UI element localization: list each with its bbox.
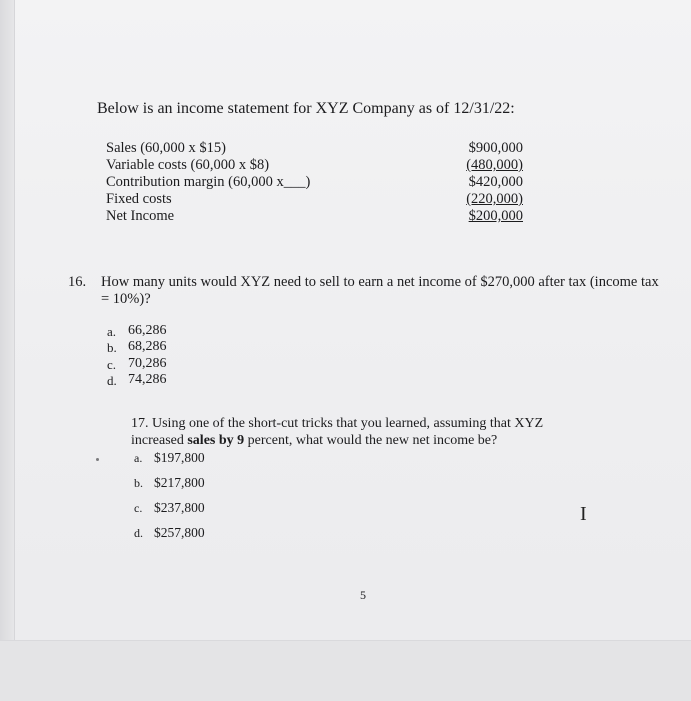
question-17-prefix: 17. Using one of the short-cut tricks that you learned, assuming that XYZ increased [131,416,544,448]
q16-option-a-letter: a. [107,324,117,339]
statement-amount-variable-costs: (480,000) [466,157,523,173]
q17-option-a-letter: a. [134,451,143,465]
q16-option-b-letter: b. [107,340,117,355]
stray-mark [96,458,99,461]
q17-option-d-value: $257,800 [154,525,205,540]
page-binding-edge [0,0,15,700]
statement-label-sales: Sales (60,000 x $15) [106,140,227,156]
page-number: 5 [360,588,366,602]
q16-option-a-value: 66,286 [128,323,167,338]
q17-option-d-letter: d. [134,526,143,540]
q16-option-b-value: 68,286 [128,339,167,354]
statement-amount-fixed-costs: (220,000) [466,191,523,207]
statement-amount-contribution-margin: $420,000 [468,174,523,190]
statement-amount-sales: $900,000 [468,140,523,156]
q17-option-a-value: $197,800 [154,450,205,465]
question-17-text [131,415,571,449]
q17-option-b-value: $217,800 [154,475,205,490]
statement-label-net-income: Net Income [106,208,175,224]
q17-option-c-letter: c. [134,501,143,515]
q17-option-b-letter: b. [134,476,143,490]
statement-label-fixed-costs: Fixed costs [106,191,172,207]
question-16-number: 16. [68,274,87,290]
q17-option-c-value: $237,800 [154,500,205,515]
text-cursor-icon: I [580,503,587,525]
statement-label-contribution-margin: Contribution margin (60,000 x___) [106,174,311,190]
q16-option-d-letter: d. [107,373,117,388]
statement-intro: Below is an income statement for XYZ Company as of 12/31/22: [97,100,515,117]
q16-option-c-value: 70,286 [128,356,167,371]
statement-label-variable-costs: Variable costs (60,000 x $8) [106,157,270,173]
question-17-bold: sales by 9 [187,433,245,448]
question-16-text: How many units would XYZ need to sell to earn a net income of $270,000 after tax (income tax = 10%)? [101,274,659,307]
q16-option-c-letter: c. [107,357,117,372]
q16-option-d-value: 74,286 [128,372,167,387]
page-bottom-edge [0,640,691,701]
statement-amount-net-income: $200,000 [468,208,523,224]
question-17-suffix: percent, what would the new net income be? [247,433,498,448]
